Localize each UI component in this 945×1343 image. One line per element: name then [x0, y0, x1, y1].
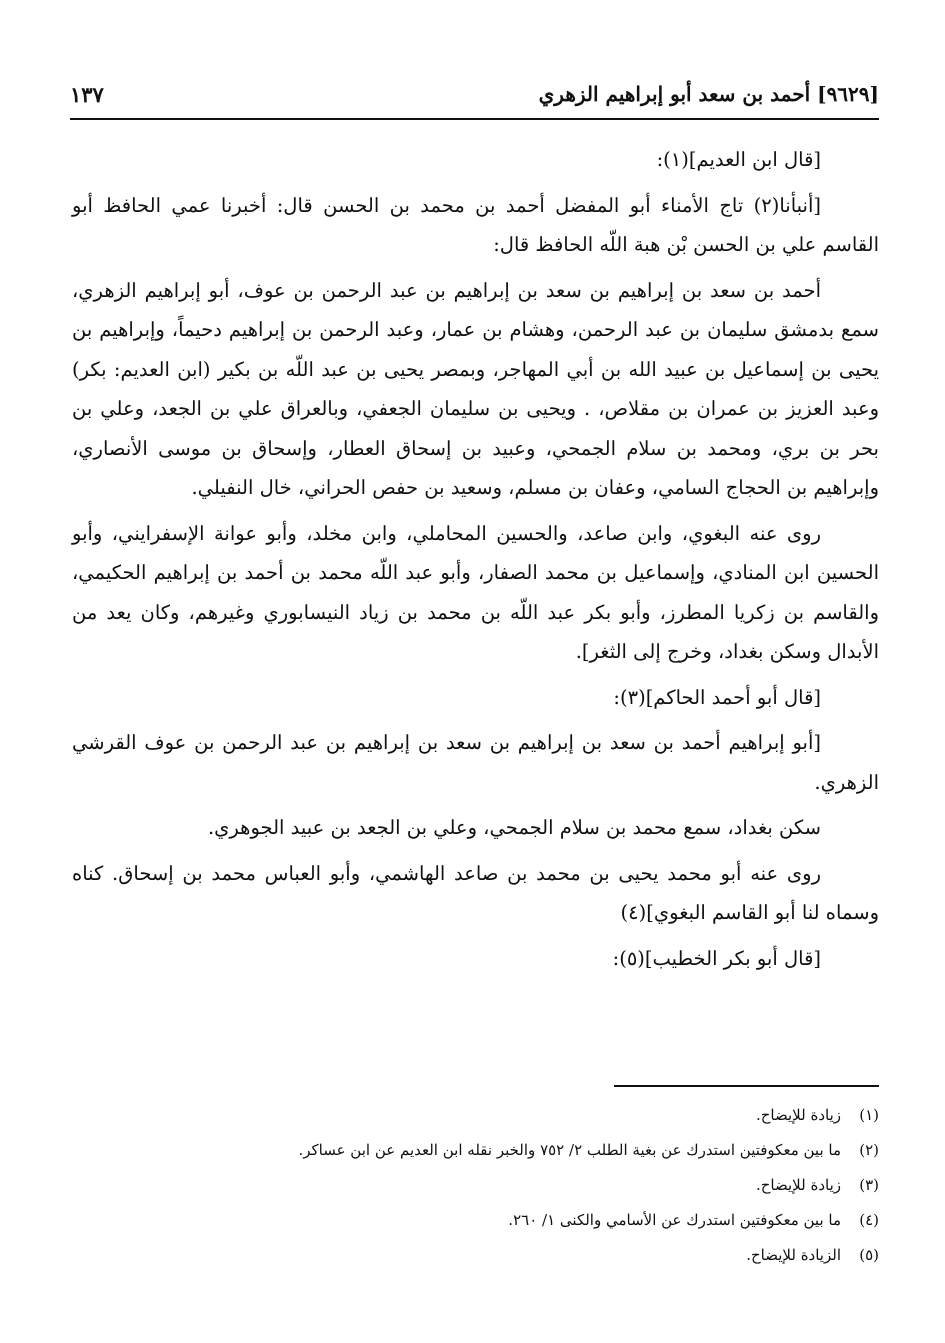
section-heading: [قال ابن العديم](١): — [656, 148, 821, 171]
footnote-text: الزيادة للإيضاح. — [746, 1246, 841, 1264]
footnote — [72, 1098, 879, 1133]
footnote-text: زيادة للإيضاح. — [755, 1176, 841, 1194]
footnotes — [72, 1098, 879, 1273]
footnote-number: (٥) — [859, 1246, 879, 1264]
footnote-text: زيادة للإيضاح. — [755, 1106, 841, 1124]
page-header — [70, 78, 879, 120]
paragraph: روى عنه أبو محمد يحيى بن محمد بن صاعد الهاشمي، وأبو العباس محمد بن إسحاق. كناه وسماه لنا أبو القاسم البغوي](٤) — [72, 861, 879, 924]
footnote-number: (٢) — [859, 1141, 879, 1159]
footnote-text: ما بين معكوفتين استدرك عن بغية الطلب ٢/ ٧٥٢ والخبر نقله ابن العديم عن ابن عساكر. — [298, 1141, 841, 1159]
paragraph: [أبو إبراهيم أحمد بن سعد بن إبراهيم بن سعد بن إبراهيم بن عبد الرحمن بن عوف القرشي الزهري. — [72, 731, 879, 794]
footnote — [72, 1238, 879, 1273]
footnote — [72, 1203, 879, 1238]
paragraph: سكن بغداد، سمع محمد بن سلام الجمحي، وعلي بن الجعد بن عبيد الجوهري. — [207, 816, 821, 839]
section-heading: [قال أبو أحمد الحاكم](٣): — [613, 685, 821, 709]
paragraph: أحمد بن سعد بن إبراهيم بن سعد بن إبراهيم بن عبد الرحمن بن عوف، أبو إبراهيم الزهري، سمع بدمشق سليمان بن عبد الرحمن، وهشام بن عمار، وعبد الرحمن بن إبراهيم دحيماً، وإبراهيم بن يحيى بن إسماعيل بن عبيد الله بن أبي المهاجر، وبمصر يحيى بن عبد اللّه بن بكير (ابن العديم: بكر) وعبد العزيز بن عمران بن مقلاص، . ويحيى بن سليمان الجعفي، وبالعراق علي بن الجعد، وعلي بن بحر بن بري، ومحمد بن سلام الجمحي، وعبيد بن إسحاق العطار، وإسحاق بن موسى الأنصاري، وإبراهيم بن الحجاج السامي، وعفان بن مسلم، وسعيد بن حفص الحراني، خال النفيلي. — [72, 278, 879, 499]
footnote — [72, 1133, 879, 1168]
main-text — [72, 140, 879, 984]
paragraph: روى عنه البغوي، وابن صاعد، والحسين المحاملي، وابن مخلد، وأبو عوانة الإسفرايني، وأبو الحسين ابن المنادي، وإسماعيل بن محمد الصفار، وأبو عبد اللّه محمد بن أحمد بن إبراهيم الحكيمي، والقاسم بن زكريا المطرز، وأبو بكر عبد اللّه بن محمد بن زياد النيسابوري وغيرهم، وكان يعد من الأبدال وسكن بغداد، وخرج إلى الثغر]. — [72, 521, 879, 663]
section-heading: [قال أبو بكر الخطيب](٥): — [612, 946, 821, 970]
paragraph: [أنبأنا(٢) تاج الأمناء أبو المفضل أحمد بن محمد بن الحسن قال: أخبرنا عمي الحافظ أبو القاسم علي بن الحسن بْن هبة اللّه الحافظ قال: — [72, 193, 879, 256]
footnote-text: ما بين معكوفتين استدرك عن الأسامي والكنى ١/ ٢٦٠. — [508, 1211, 841, 1229]
footnote — [72, 1168, 879, 1203]
footnote-divider — [614, 1085, 879, 1087]
footnote-number: (٣) — [859, 1176, 879, 1194]
page-number: ١٣٧ — [70, 82, 104, 107]
footnote-number: (٤) — [859, 1211, 879, 1229]
footnote-number: (١) — [859, 1106, 879, 1124]
running-title: [٩٦٢٩] أحمد بن سعد أبو إبراهيم الزهري — [538, 82, 879, 106]
